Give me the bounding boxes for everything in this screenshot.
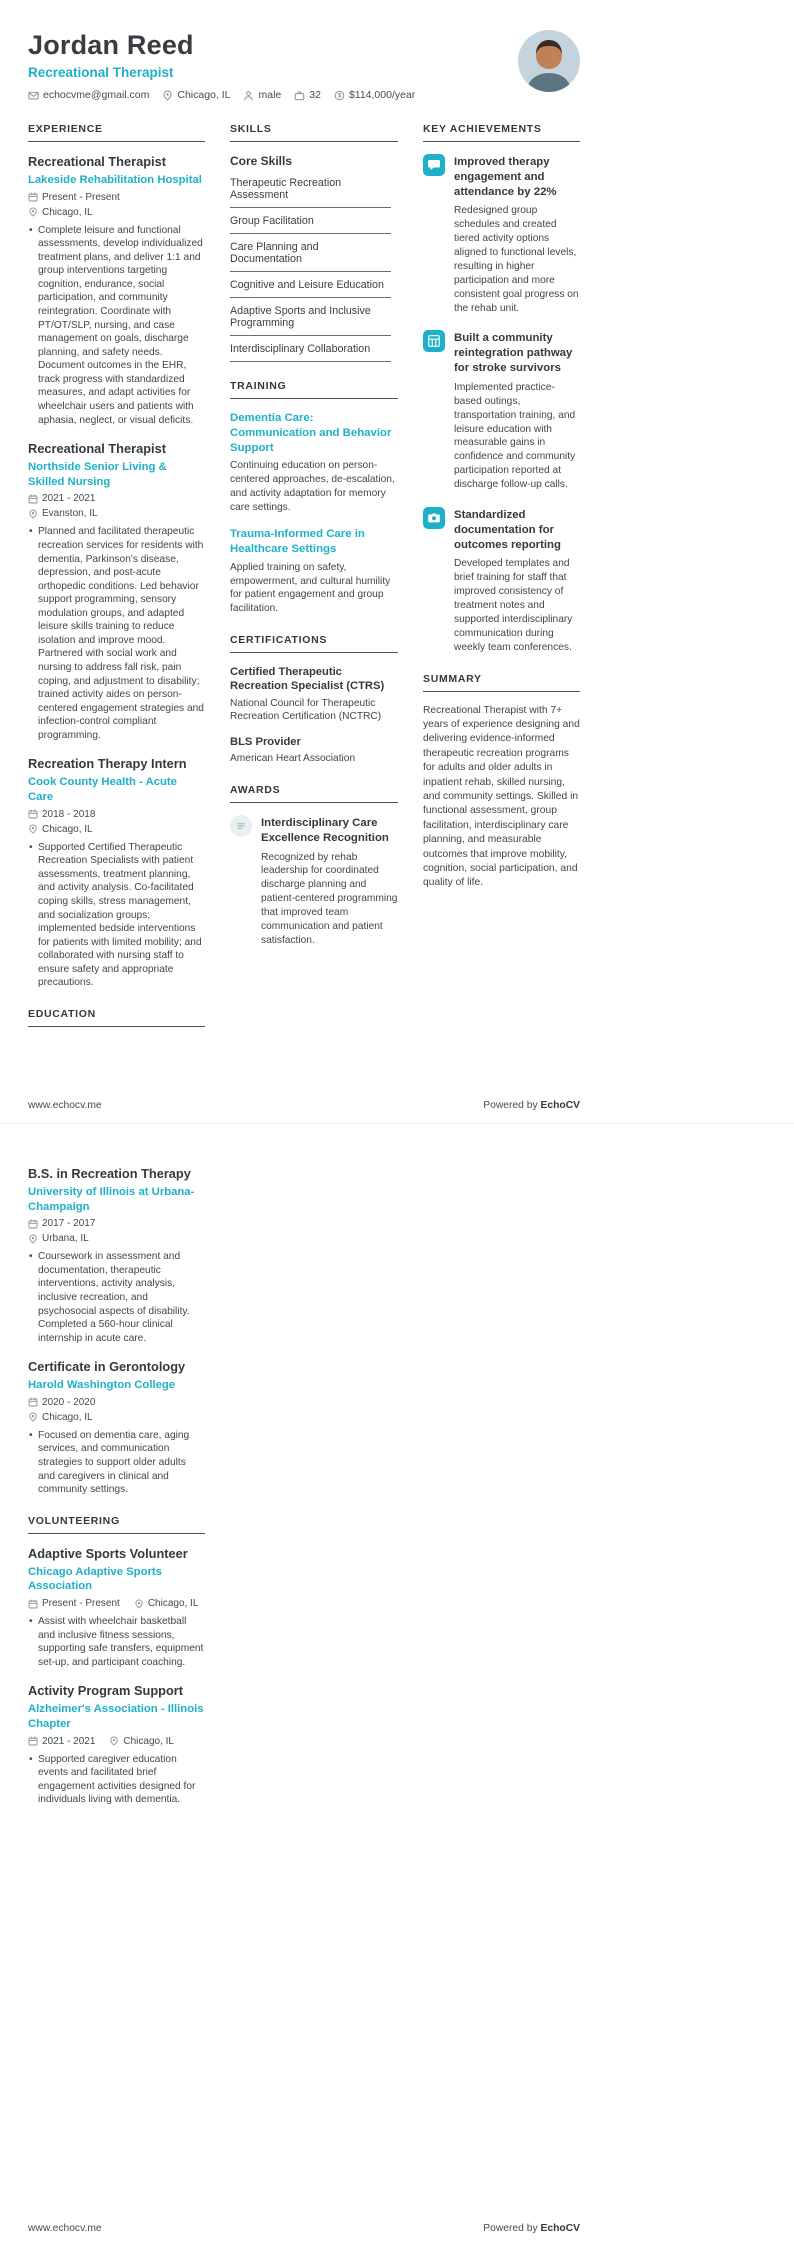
section-volunteering: VOLUNTEERING: [28, 1515, 205, 1534]
section-education: EDUCATION: [28, 1008, 205, 1027]
powered-by-prefix: Powered by: [483, 2223, 538, 2234]
calendar-icon: [28, 809, 38, 819]
dates-value: 2018 - 2018: [42, 808, 96, 820]
skill-item: Therapeutic Recreation Assessment: [230, 170, 391, 208]
location-pin-icon: [28, 1412, 38, 1422]
speech-bubble-icon: [423, 154, 445, 176]
experience-item: [28, 441, 205, 742]
location-pin-icon: [162, 90, 173, 101]
achievement-title: Built a community reintegration pathway for stroke survivors: [454, 332, 573, 375]
site-link[interactable]: www.echocv.me: [28, 2223, 102, 2234]
section-skills: SKILLS: [230, 123, 398, 142]
location-pin-icon: [28, 1234, 38, 1244]
section-achievements: KEY ACHIEVEMENTS: [423, 123, 580, 142]
location-pin-icon: [28, 509, 38, 519]
location-value: Chicago, IL: [42, 1411, 93, 1423]
profile-photo-image: [518, 30, 580, 92]
certification-title: BLS Provider: [230, 735, 301, 748]
achievement-item: [423, 330, 580, 491]
training-item: [230, 411, 398, 514]
volunteering-item: [28, 1546, 205, 1670]
experience-item: [28, 756, 205, 990]
volunteering-item: [28, 1683, 205, 1807]
gender-value: male: [258, 89, 282, 101]
briefcase-icon: [294, 90, 305, 101]
degree-title: Certificate in Gerontology: [28, 1359, 186, 1375]
dates: [28, 809, 95, 820]
contact-email: [28, 89, 149, 101]
section-awards: AWARDS: [230, 784, 398, 803]
person-icon: [243, 90, 254, 101]
powered-by-link[interactable]: [483, 2223, 580, 2234]
location-value: Chicago, IL: [42, 206, 93, 218]
training-item: [230, 527, 398, 615]
training-title: Dementia Care: Communication and Behavior Support: [230, 412, 392, 454]
company-name: Lakeside Rehabilitation Hospital: [28, 173, 202, 186]
resume-page-2: [0, 1123, 794, 2246]
contact-salary: [334, 89, 415, 101]
company-name: Northside Senior Living & Skilled Nursing: [28, 461, 167, 488]
dates-value: Present - Present: [42, 191, 120, 203]
resume-header: [28, 30, 580, 101]
achievement-description: Developed templates and brief training for staff that improved consistency of treatment notes and supported interdisciplinary communication during weekly team conferences.: [454, 558, 573, 653]
location: [28, 207, 93, 218]
volunteering-bullet: • Assist with wheelchair basketball and inclusive fitness sessions, supporting safe transfers, equipment set-up, and participant coaching.: [28, 1615, 205, 1669]
dollar-icon: [334, 90, 345, 101]
location-value: Urbana, IL: [42, 1233, 89, 1245]
achievement-item: [423, 507, 580, 655]
certification-item: [230, 665, 398, 724]
location-value: Evanston, IL: [42, 508, 98, 520]
school-name: University of Illinois at Urbana-Champaign: [28, 1185, 195, 1213]
page1-footer: [28, 1100, 580, 1111]
page2-footer: [28, 2223, 580, 2234]
training-description: Continuing education on person-centered approaches, de-escalation, and activity adaptation for memory care settings.: [230, 460, 395, 513]
location-value: Chicago, IL: [147, 1598, 199, 1610]
dates-value: 2020 - 2020: [42, 1396, 96, 1408]
calendar-icon: [28, 1599, 38, 1609]
certification-issuer: National Council for Therapeutic Recreation Certification (NCTRC): [230, 697, 382, 723]
section-summary: SUMMARY: [423, 673, 580, 692]
experience-bullet: • Complete leisure and functional assessments, develop individualized treatment plans, and deliver 1:1 and group interventions targeting cognition, endurance, social participation, and community reintegration. Coordinate with PT/OT/SLP, nursing, and case management on goals, discharge planning, and safety needs. Document outcomes in the EHR, track progress with standardized measures, and adapt activities for wheelchair users and patients with aphasia, neglect, or visual deficits.: [28, 224, 205, 427]
dates: [28, 493, 95, 504]
dates: [28, 1736, 95, 1747]
location-value: Chicago, IL: [177, 89, 231, 101]
certification-title: Certified Therapeutic Recreation Specialist (CTRS): [230, 665, 385, 693]
experience-bullet: • Planned and facilitated therapeutic recreation services for residents with dementia, Parkinson's disease, depression, and post-acute orthopedic conditions. Led behavior support programming, sensory modulation groups, and adapted leisure skills training to reduce isolation and improve mood. Partnered with social work and nursing to address fall risk, pain coping, and adjustment to disability; trained activity aides on person-centered engagement strategies and infection-control compliant programming.: [28, 525, 205, 742]
location-value: Chicago, IL: [123, 1735, 174, 1747]
award-title: Interdisciplinary Care Excellence Recognition: [261, 816, 389, 844]
volunteer-role: Adaptive Sports Volunteer: [28, 1545, 188, 1561]
skill-item: Care Planning and Documentation: [230, 234, 391, 272]
experience-item: [28, 154, 205, 427]
achievement-description: Implemented practice-based outings, transportation training, and leisure education with measurable gains in confidence and community participation reported at discharge follow-up calls.: [454, 381, 576, 491]
middle-column: [230, 123, 398, 963]
location: [28, 1412, 93, 1423]
certificate-lines-icon: [230, 815, 252, 837]
calendar-icon: [28, 494, 38, 504]
calendar-icon: [28, 192, 38, 202]
education-bullet: • Coursework in assessment and documentation, therapeutic interventions, activity analysis, inclusive recreation, and psychosocial aspects of disability. Completed a 560-hour clinical internship in acute care.: [28, 1250, 205, 1345]
location: [134, 1598, 199, 1609]
dates-value: 2017 - 2017: [42, 1218, 96, 1230]
school-name: Harold Washington College: [28, 1379, 176, 1392]
age-value: 32: [309, 89, 321, 101]
organization-name: Chicago Adaptive Sports Association: [28, 1565, 162, 1593]
organization-name: Alzheimer's Association - Illinois Chapter: [28, 1703, 204, 1730]
skill-item: Adaptive Sports and Inclusive Programming: [230, 298, 391, 336]
email-value: echocvme@gmail.com: [43, 89, 150, 101]
achievement-title: Improved therapy engagement and attendance by 22%: [454, 156, 557, 198]
achievement-description: Redesigned group schedules and created tiered activity options aligned to functional levels, resulting in higher participation and more consistent goal progress on the rehab unit.: [454, 205, 579, 314]
skills-group-title: Core Skills: [230, 154, 293, 168]
section-training: TRAINING: [230, 380, 398, 399]
contact-row: [28, 89, 415, 101]
powered-by-link[interactable]: [483, 1100, 580, 1111]
job-title: Recreation Therapy Intern: [28, 756, 187, 772]
summary-text: Recreational Therapist with 7+ years of experience designing and delivering evidence-informed therapeutic recreation programs for adults and older adults in inpatient rehab, skilled nursing, and community settings. Skilled in functional assessment, group facilitation, interdisciplinary care planning, and measurable outcomes that improve mobility, cognition, social participation, and quality of life.: [423, 704, 580, 889]
person-name: Jordan Reed: [28, 30, 194, 60]
location-pin-icon: [28, 207, 38, 217]
award-item: [230, 815, 398, 948]
calendar-icon: [28, 1736, 38, 1746]
right-column: [423, 123, 580, 891]
powered-by-brand: EchoCV: [540, 2223, 580, 2234]
left-column: [28, 1166, 205, 1821]
dates: [28, 1598, 120, 1609]
achievement-item: [423, 154, 580, 315]
site-link[interactable]: www.echocv.me: [28, 1100, 102, 1111]
calendar-icon: [28, 1397, 38, 1407]
degree-title: B.S. in Recreation Therapy: [28, 1166, 191, 1181]
job-title: Recreational Therapist: [28, 154, 166, 169]
left-column: [28, 123, 205, 1039]
camera-icon: [423, 507, 445, 529]
location: [28, 508, 98, 519]
dates-value: 2021 - 2021: [42, 1735, 96, 1747]
dates-value: Present - Present: [42, 1598, 120, 1610]
page2-columns: [28, 1166, 580, 1821]
skill-item: Interdisciplinary Collaboration: [230, 336, 391, 362]
certification-issuer: American Heart Association: [230, 753, 356, 765]
education-item: [28, 1166, 205, 1345]
location-pin-icon: [28, 824, 38, 834]
job-title: Recreational Therapist: [28, 441, 166, 457]
contact-age: [294, 89, 321, 101]
powered-by-prefix: Powered by: [483, 1100, 538, 1111]
volunteer-role: Activity Program Support: [28, 1683, 184, 1699]
skill-item: Cognitive and Leisure Education: [230, 272, 391, 298]
skill-item: Group Facilitation: [230, 208, 391, 234]
location: [28, 1233, 89, 1244]
calendar-icon: [28, 1219, 38, 1229]
education-item: [28, 1359, 205, 1496]
grid-icon: [423, 330, 445, 352]
email-icon: [28, 90, 39, 101]
training-description: Applied training on safety, empowerment, and cultural humility for patient engagement and group facilitation.: [230, 561, 391, 614]
location-pin-icon: [134, 1599, 144, 1609]
achievement-title: Standardized documentation for outcomes reporting: [454, 508, 561, 551]
certification-item: [230, 735, 398, 766]
award-description: Recognized by rehab leadership for coordinated discharge planning and patient-centered programming that improved team communication and patient satisfaction.: [261, 851, 398, 946]
location: [109, 1736, 174, 1747]
experience-bullet: • Supported Certified Therapeutic Recreation Specialists with patient assessments, treatment planning, and activity analysis. Co-facilitated coping skills, stress management, and socialization groups; implemented bedside interventions for patients with limited mobility; and collaborated with nursing staff to ensure safety and appropriate precautions.: [28, 841, 205, 990]
education-bullet: • Focused on dementia care, aging services, and communication strategies to support older adults and caregivers in clinical and community settings.: [28, 1429, 205, 1497]
company-name: Cook County Health - Acute Care: [28, 776, 177, 804]
location: [28, 824, 93, 835]
header-identity: [28, 30, 415, 101]
dates: [28, 1397, 95, 1408]
profile-photo: [518, 30, 580, 92]
volunteering-bullet: • Supported caregiver education events and facilitated brief engagement activities designed for individuals living with dementia.: [28, 1753, 205, 1807]
salary-value: $114,000/year: [348, 89, 416, 101]
section-experience: EXPERIENCE: [28, 123, 205, 142]
dates: [28, 192, 120, 203]
contact-location: [162, 89, 230, 101]
training-title: Trauma-Informed Care in Healthcare Settings: [230, 528, 365, 555]
page1-columns: [28, 123, 580, 1039]
section-certifications: CERTIFICATIONS: [230, 634, 398, 653]
person-job-title: Recreational Therapist: [28, 65, 174, 80]
dates: [28, 1218, 95, 1229]
contact-gender: [243, 89, 281, 101]
location-pin-icon: [109, 1736, 119, 1746]
dates-value: 2021 - 2021: [42, 493, 96, 505]
powered-by-brand: EchoCV: [540, 1100, 580, 1111]
location-value: Chicago, IL: [42, 823, 93, 835]
